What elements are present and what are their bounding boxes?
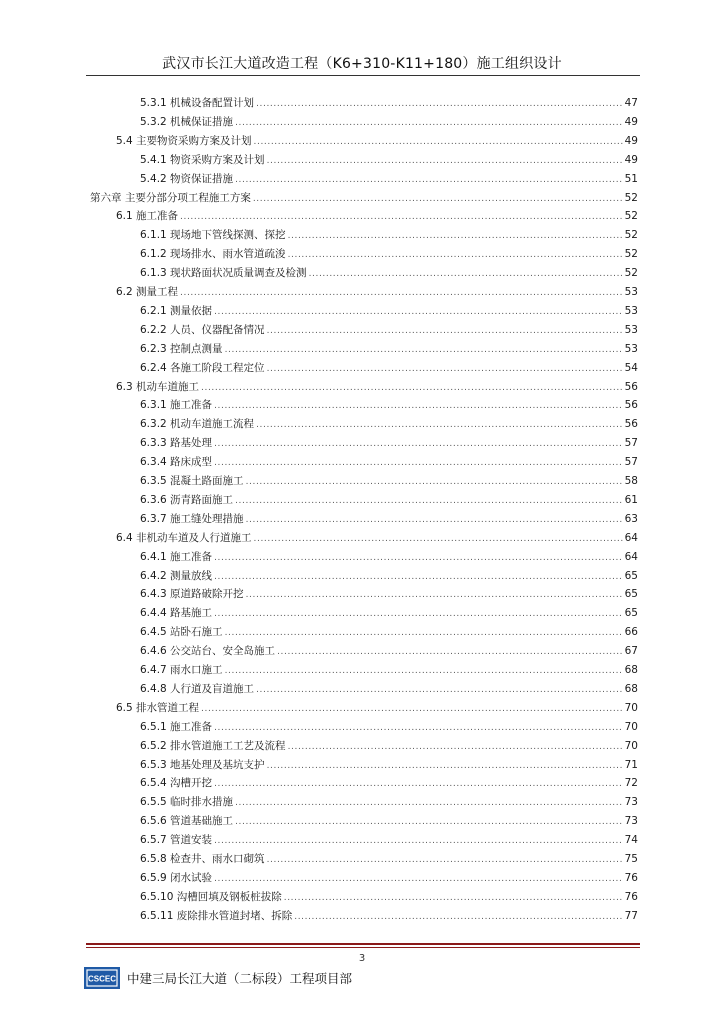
- toc-entry[interactable]: [140, 510, 638, 528]
- toc-leader-dots: [267, 360, 623, 378]
- toc-leader-dots: [284, 889, 623, 907]
- toc-entry-page: 49: [624, 134, 638, 147]
- toc-entry-page: 47: [624, 97, 638, 109]
- toc-entry-page: 73: [624, 796, 638, 809]
- toc-entry-page: 70: [624, 739, 638, 752]
- toc-entry[interactable]: [140, 680, 638, 698]
- toc-leader-dots: [254, 133, 623, 151]
- toc-entry-page: 53: [624, 342, 638, 355]
- toc-entry[interactable]: [140, 245, 638, 263]
- toc-entry-page: 49: [624, 115, 638, 128]
- toc-entry[interactable]: [140, 756, 638, 774]
- toc-entry[interactable]: [140, 774, 638, 792]
- toc-entry-label: 6.4.8 人行道及盲道施工: [140, 682, 255, 695]
- toc-leader-dots: [225, 341, 623, 359]
- toc-leader-dots: [277, 643, 623, 661]
- toc-entry-page: 72: [624, 777, 638, 790]
- toc-entry-page: 57: [624, 456, 638, 469]
- toc-leader-dots: [267, 757, 623, 775]
- toc-entry-label: 6.3.3 路基处理: [140, 437, 213, 450]
- toc-entry[interactable]: [90, 189, 638, 207]
- toc-entry-page: 70: [624, 720, 638, 733]
- toc-entry-label: 6.5.1 施工准备: [140, 720, 213, 733]
- toc-entry-page: 52: [624, 229, 638, 242]
- toc-entry[interactable]: [140, 359, 638, 377]
- toc-entry-label: 6.1.1 现场地下管线探测、探挖: [140, 229, 286, 242]
- toc-entry-label: 6.4.7 雨水口施工: [140, 664, 223, 676]
- toc-entry-label: 6.5.8 检查井、雨水口砌筑: [140, 853, 265, 865]
- toc-leader-dots: [256, 416, 623, 434]
- toc-entry-label: 6.3 机动车道施工: [116, 380, 200, 393]
- toc-entry-label: 6.4.2 测量放线: [140, 569, 213, 582]
- toc-entry-page: 56: [624, 380, 638, 393]
- toc-entry-label: 6.5.5 临时排水措施: [140, 796, 234, 809]
- toc-entry[interactable]: [140, 604, 638, 622]
- toc-leader-dots: [253, 190, 623, 208]
- toc-entry-label: 6.5.6 管道基础施工: [140, 815, 234, 828]
- toc-entry-label: 6.4 非机动车道及人行道施工: [116, 531, 252, 544]
- toc-entry-page: 66: [624, 626, 638, 639]
- toc-entry[interactable]: [140, 491, 638, 509]
- toc-entry-label: 6.3.4 路床成型: [140, 456, 213, 469]
- toc-entry-page: 51: [624, 172, 638, 185]
- toc-leader-dots: [214, 832, 623, 850]
- toc-leader-dots: [246, 473, 623, 491]
- toc-entry[interactable]: [140, 661, 638, 679]
- toc-leader-dots: [235, 114, 623, 132]
- toc-entry-page: 75: [624, 853, 638, 865]
- toc-entry[interactable]: [116, 699, 638, 717]
- toc-entry[interactable]: [140, 888, 638, 906]
- toc-entry[interactable]: [140, 567, 638, 585]
- toc-entry[interactable]: [140, 113, 638, 131]
- toc-entry[interactable]: [116, 207, 638, 225]
- toc-entry-page: 68: [624, 682, 638, 695]
- toc-entry[interactable]: [140, 642, 638, 660]
- toc-entry[interactable]: [140, 434, 638, 452]
- toc-entry-label: 5.4 主要物资采购方案及计划: [116, 134, 252, 147]
- toc-leader-dots: [235, 794, 623, 812]
- toc-entry-page: 71: [624, 758, 638, 771]
- page-number: 3: [358, 953, 366, 964]
- toc-entry-label: 6.3.6 沥青路面施工: [140, 493, 234, 506]
- toc-entry-label: 5.3.1 机械设备配置计划: [140, 97, 255, 109]
- toc-entry[interactable]: [140, 94, 638, 112]
- toc-leader-dots: [214, 454, 623, 472]
- toc-entry[interactable]: [116, 283, 638, 301]
- toc-entry-page: 64: [624, 531, 638, 544]
- toc-entry-page: 53: [624, 304, 638, 317]
- toc-leader-dots: [214, 568, 623, 586]
- toc-entry[interactable]: [140, 812, 638, 830]
- toc-entry[interactable]: [116, 378, 638, 396]
- toc-entry[interactable]: [140, 623, 638, 641]
- toc-entry-page: 58: [624, 475, 638, 487]
- toc-entry[interactable]: [116, 132, 638, 150]
- toc-entry-page: 57: [624, 437, 638, 450]
- toc-leader-dots: [294, 908, 622, 926]
- toc-leader-dots: [267, 152, 623, 170]
- toc-entry[interactable]: [140, 340, 638, 358]
- toc-leader-dots: [180, 208, 623, 226]
- toc-leader-dots: [288, 227, 623, 245]
- toc-entry-page: 76: [624, 871, 638, 884]
- toc-entry[interactable]: [140, 793, 638, 811]
- toc-leader-dots: [267, 851, 623, 869]
- toc-leader-dots: [235, 171, 623, 189]
- toc-entry-label: 6.1 施工准备: [116, 210, 179, 223]
- toc-entry-label: 6.5.10 沟槽回填及钢板桩拔除: [140, 890, 282, 903]
- toc-entry-page: 53: [624, 323, 638, 336]
- toc-entry-page: 53: [624, 286, 638, 298]
- toc-entry-label: 6.4.1 施工准备: [140, 550, 213, 563]
- toc-leader-dots: [246, 586, 623, 604]
- toc-leader-dots: [214, 397, 623, 415]
- toc-leader-dots: [288, 738, 623, 756]
- toc-entry[interactable]: [140, 415, 638, 433]
- toc-entry-page: 77: [624, 909, 638, 922]
- toc-entry-page: 52: [624, 210, 638, 223]
- toc-leader-dots: [309, 265, 623, 283]
- toc-entry[interactable]: [140, 907, 638, 925]
- toc-entry-label: 6.2 测量工程: [116, 286, 179, 298]
- toc-entry[interactable]: [140, 585, 638, 603]
- toc-entry-label: 6.2.3 控制点测量: [140, 342, 223, 355]
- toc-entry-page: 65: [624, 588, 638, 601]
- toc-entry-label: 6.4.3 原道路破除开挖: [140, 588, 244, 601]
- toc-entry-label: 6.1.3 现状路面状况质量调查及检测: [140, 267, 307, 280]
- toc-leader-dots: [256, 681, 623, 699]
- toc-entry-label: 6.2.4 各施工阶段工程定位: [140, 361, 265, 374]
- toc-entry[interactable]: [140, 737, 638, 755]
- toc-entry-page: 52: [624, 248, 638, 261]
- toc-entry[interactable]: [140, 321, 638, 339]
- toc-leader-dots: [235, 492, 623, 510]
- toc-leader-dots: [246, 511, 623, 529]
- toc-entry-label: 5.4.2 物资保证措施: [140, 172, 234, 185]
- toc-leader-dots: [214, 775, 623, 793]
- toc-entry-page: 61: [624, 493, 638, 506]
- toc-leader-dots: [214, 303, 623, 321]
- toc-leader-dots: [256, 95, 623, 113]
- toc-entry[interactable]: [140, 869, 638, 887]
- toc-entry-label: 6.3.7 施工缝处理措施: [140, 512, 244, 525]
- toc-entry-label: 6.3.1 施工准备: [140, 399, 213, 412]
- toc-entry-page: 65: [624, 569, 638, 582]
- header-divider: [86, 75, 640, 76]
- toc-entry-page: 68: [624, 664, 638, 676]
- toc-leader-dots: [267, 322, 623, 340]
- toc-leader-dots: [235, 813, 623, 831]
- footer-divider-thick: [86, 943, 640, 945]
- toc-entry-page: 54: [624, 361, 638, 374]
- toc-entry-page: 52: [624, 191, 638, 204]
- toc-entry[interactable]: [140, 453, 638, 471]
- toc-entry-label: 6.2.1 测量依据: [140, 304, 213, 317]
- toc-entry-page: 56: [624, 399, 638, 412]
- toc-entry-page: 65: [624, 607, 638, 620]
- toc-entry[interactable]: [140, 831, 638, 849]
- toc-entry[interactable]: [140, 850, 638, 868]
- toc-entry[interactable]: [140, 151, 638, 169]
- toc-entry-page: 76: [624, 890, 638, 903]
- toc-entry-label: 6.4.5 站卧石施工: [140, 626, 223, 639]
- toc-entry-page: 74: [624, 834, 638, 847]
- toc-entry[interactable]: [140, 302, 638, 320]
- toc-entry[interactable]: [140, 396, 638, 414]
- toc-entry-page: 73: [624, 815, 638, 828]
- toc-leader-dots: [214, 435, 623, 453]
- toc-entry-label: 6.5.2 排水管道施工工艺及流程: [140, 739, 286, 752]
- toc-leader-dots: [214, 549, 623, 567]
- toc-entry-label: 6.4.4 路基施工: [140, 607, 213, 620]
- toc-entry-label: 6.1.2 现场排水、雨水管道疏浚: [140, 248, 286, 261]
- toc-entry-page: 64: [624, 550, 638, 563]
- toc-leader-dots: [288, 246, 623, 264]
- toc-entry[interactable]: [140, 226, 638, 244]
- toc-entry-label: 5.4.1 物资采购方案及计划: [140, 153, 265, 166]
- toc-leader-dots: [225, 624, 623, 642]
- toc-entry-page: 52: [624, 267, 638, 280]
- footer-divider-thin: [86, 947, 640, 948]
- toc-entry-label: 6.5.11 废除排水管道封堵、拆除: [140, 909, 293, 922]
- toc-entry-label: 6.5.9 闭水试验: [140, 871, 213, 884]
- toc-entry-label: 5.3.2 机械保证措施: [140, 115, 234, 128]
- toc-entry-label: 6.5.7 管道安装: [140, 834, 213, 847]
- toc-entry-page: 70: [624, 701, 638, 714]
- footer-organization: 中建三局长江大道（二标段）工程项目部: [127, 971, 353, 986]
- toc-entry-label: 第六章 主要分部分项工程施工方案: [90, 191, 251, 204]
- toc-leader-dots: [254, 530, 623, 548]
- toc-leader-dots: [201, 700, 623, 718]
- toc-leader-dots: [180, 284, 623, 302]
- toc-entry[interactable]: [140, 718, 638, 736]
- toc-entry-label: 6.3.2 机动车道施工流程: [140, 418, 255, 431]
- toc-leader-dots: [214, 719, 623, 737]
- toc-entry-page: 56: [624, 418, 638, 431]
- toc-entry-label: 6.5.4 沟槽开挖: [140, 777, 213, 790]
- toc-entry[interactable]: [140, 548, 638, 566]
- toc-entry[interactable]: [140, 170, 638, 188]
- toc-leader-dots: [225, 662, 623, 680]
- cscec-logo-icon: [84, 967, 120, 989]
- toc-entry-label: 6.2.2 人员、仪器配备情况: [140, 323, 265, 336]
- toc-entry-label: 6.3.5 混凝土路面施工: [140, 475, 244, 487]
- toc-entry-label: 6.5.3 地基处理及基坑支护: [140, 758, 265, 771]
- toc-leader-dots: [214, 605, 623, 623]
- toc-entry-page: 67: [624, 645, 638, 658]
- toc-leader-dots: [201, 379, 623, 397]
- toc-entry-label: 6.5 排水管道工程: [116, 701, 200, 714]
- toc-leader-dots: [214, 870, 623, 888]
- toc-entry-label: 6.4.6 公交站台、安全岛施工: [140, 645, 276, 658]
- document-header-title: 武汉市长江大道改造工程（K6+310-K11+180）施工组织设计: [162, 56, 562, 72]
- toc-entry-page: 63: [624, 512, 638, 525]
- logo-text: CSCEC: [87, 974, 117, 984]
- toc-entry[interactable]: [140, 472, 638, 490]
- toc-entry[interactable]: [140, 264, 638, 282]
- toc-entry[interactable]: [116, 529, 638, 547]
- toc-entry-page: 49: [624, 153, 638, 166]
